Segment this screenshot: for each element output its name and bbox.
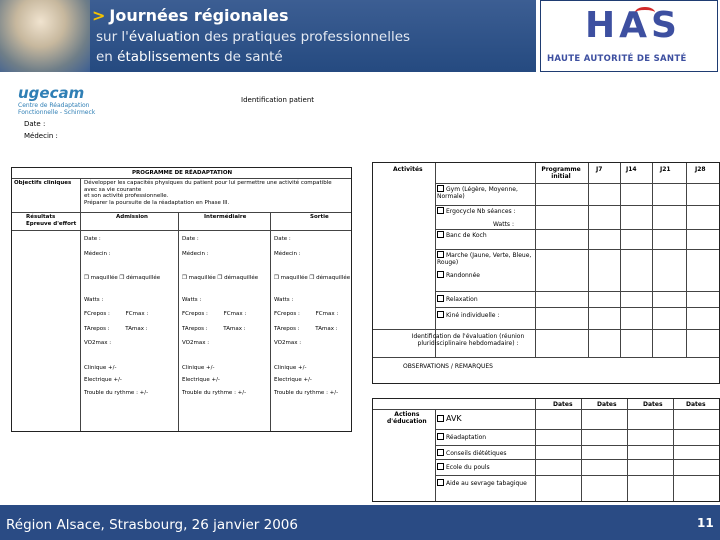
chevron-right-icon: >	[92, 6, 106, 25]
education-readaptation: Réadaptation	[437, 433, 486, 441]
education-table	[372, 398, 720, 502]
title-text: Journées régionales	[109, 6, 289, 25]
activity-gym: Gym (Légère, Moyenne, Normale)	[437, 186, 518, 200]
col-admission: Admission	[116, 214, 148, 220]
col3-content: Date : Médecin : ❒ maquillée ❒ démaquillée Watts : FCrepos : FCmax : TArepos : TAmax : VO2max : Clinique +/- Electrique +/- Trouble du rythme : +/-	[274, 236, 351, 396]
j28-header: J28	[695, 166, 706, 173]
medecin-label: Médecin :	[24, 132, 58, 140]
checkbox-icon[interactable]	[437, 415, 444, 422]
dates-header-1: Dates	[553, 401, 573, 408]
education-dietetique: Conseils diététiques	[437, 449, 507, 457]
education-pouls: Ecole du pouls	[437, 463, 490, 471]
ugecam-logo	[18, 84, 108, 118]
has-logo-subtitle: HAUTE AUTORITÉ DE SANTÉ	[547, 54, 687, 64]
header-band	[0, 0, 536, 72]
slide-subtitle	[96, 27, 410, 67]
activity-banc: Banc de Koch	[437, 231, 487, 239]
j21-header: J21	[660, 166, 671, 173]
date-label: Date :	[24, 120, 46, 128]
resultats-label: Résultats Epreuve d'effort	[26, 214, 77, 227]
has-logo	[540, 0, 718, 72]
objectifs-text: Développer les capacités physiques du patient pour lui permettre une activité compatible avec sa vie courante et son activité professionnelle. Préparer la poursuite de la réadaptation en Phase III.	[84, 180, 332, 206]
col-sortie: Sortie	[310, 214, 329, 220]
checkbox-icon[interactable]	[437, 295, 444, 302]
checkbox-icon[interactable]	[437, 311, 444, 318]
header-photo	[0, 0, 90, 72]
footer-text: Région Alsace, Strasbourg, 26 janvier 2006	[6, 517, 298, 533]
col-intermediaire: Intermédiaire	[204, 214, 247, 220]
checkbox-icon[interactable]	[437, 185, 444, 192]
checkbox-icon[interactable]	[437, 463, 444, 470]
table-title: PROGRAMME DE RÉADAPTATION	[132, 170, 233, 176]
ugecam-name: ugecam	[18, 84, 85, 102]
activity-ergocycle: Ergocycle Nb séances :	[437, 207, 535, 215]
objectifs-label: Objectifs cliniques	[14, 180, 72, 186]
dates-header-4: Dates	[686, 401, 706, 408]
slide-title	[92, 6, 289, 25]
identification-patient-label: Identification patient	[241, 96, 315, 104]
identification-evaluation: Identification de l'évaluation (réunion pluridisciplinaire hebdomadaire) :	[411, 333, 525, 347]
education-avk: AVK	[437, 415, 462, 422]
actions-education-label: Actions d'éducation	[387, 411, 427, 425]
activites-header: Activités	[393, 166, 423, 173]
activity-marche: Marche (Jaune, Verte, Bleue, Rouge)	[437, 252, 532, 266]
activity-randonnee: Randonnée	[437, 271, 480, 279]
ugecam-subtitle: Centre de Réadaptation Fonctionnelle - Schirmeck	[18, 102, 96, 116]
checkbox-icon[interactable]	[437, 433, 444, 440]
col1-content: Date : Médecin : ❒ maquillée ❒ démaquillée Watts : FCrepos : FCmax : TArepos : TAmax : VO2max : Clinique +/- Electrique +/- Trouble du rythme : +/-	[84, 236, 161, 396]
checkbox-icon[interactable]	[437, 479, 444, 486]
dates-header-2: Dates	[597, 401, 617, 408]
activity-kine: Kiné individuelle :	[437, 311, 499, 319]
ergocycle-watts: Watts :	[493, 221, 514, 228]
checkbox-icon[interactable]	[437, 251, 444, 258]
readaptation-program-table	[11, 167, 352, 432]
checkbox-icon[interactable]	[437, 231, 444, 238]
subtitle-line-1: sur l'évaluation des pratiques professionnelles	[96, 29, 411, 45]
activity-relaxation: Relaxation	[437, 295, 478, 303]
has-logo-letters: HAS	[585, 5, 681, 46]
header-banner	[0, 0, 720, 72]
subtitle-line-2: en établissements de santé	[96, 49, 283, 65]
observations-label: OBSERVATIONS / REMARQUES	[403, 363, 493, 370]
checkbox-icon[interactable]	[437, 271, 444, 278]
dates-header-3: Dates	[643, 401, 663, 408]
page-number: 11	[697, 516, 714, 530]
activities-table	[372, 162, 720, 384]
education-sevrage: Aide au sevrage tabagique	[437, 479, 529, 487]
j14-header: J14	[626, 166, 637, 173]
col2-content: Date : Médecin : ❒ maquillée ❒ démaquillée Watts : FCrepos : FCmax : TArepos : TAmax : VO2max : Clinique +/- Electrique +/- Trouble du rythme : +/-	[182, 236, 259, 396]
checkbox-icon[interactable]	[437, 449, 444, 456]
programme-initial-header: Programme initial	[541, 166, 581, 180]
checkbox-icon[interactable]	[437, 207, 444, 214]
has-logo-arc	[635, 7, 655, 18]
footer-bar	[0, 505, 720, 540]
j7-header: J7	[596, 166, 603, 173]
